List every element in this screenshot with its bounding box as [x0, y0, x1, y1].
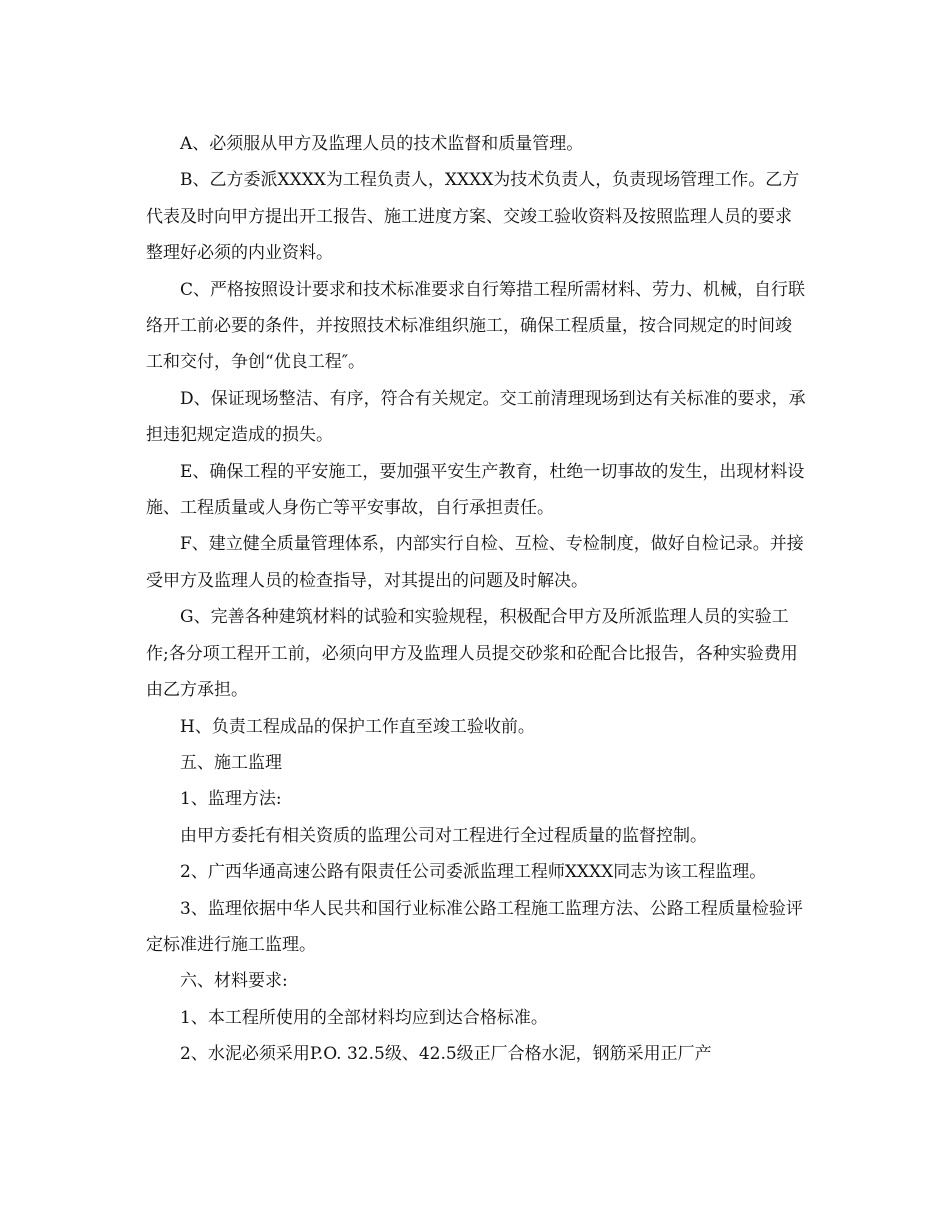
supervision-item-3: 3、监理依据中华人民共和国行业标准公路工程施工监理方法、公路工程质量检验评定标准进行施工监理。: [146, 898, 803, 955]
supervision-method-text: 由甲方委托有相关资质的监理公司对工程进行全过程质量的监督控制。: [180, 825, 707, 846]
section-heading-supervision: 五、施工监理: [180, 752, 282, 773]
section-heading-materials: 六、材料要求:: [180, 971, 288, 992]
clause-d: D、保证现场整洁、有序，符合有关规定。交工前清理现场到达有关标准的要求，承担违犯规定造成的损失。: [146, 388, 806, 446]
clause-b: B、乙方委派XXXX为工程负责人，XXXX为技术负责人，负责现场管理工作。乙方代表及时向甲方提出开工报告、施工进度方案、交竣工验收资料及按照监理人员的要求整理好必须的内业资料。: [146, 170, 800, 264]
clause-g: G、完善各种建筑材料的试验和实验规程，积极配合甲方及所派监理人员的实验工作;各分项工程开工前，必须向甲方及监理人员提交砂浆和砼配合比报告，各种实验费用由乙方承担。: [146, 607, 798, 701]
materials-item-1: 1、本工程所使用的全部材料均应到达合格标准。: [180, 1007, 548, 1028]
supervision-method-heading: 1、监理方法:: [180, 789, 282, 810]
materials-item-2: 2、水泥必须采用P.O. 32.5级、42.5级正厂合格水泥，钢筋采用正厂产: [180, 1044, 712, 1065]
clause-e: E、确保工程的平安施工，要加强平安生产教育，杜绝一切事故的发生，出现材料设施、工程质量或人身伤亡等平安事故，自行承担责任。: [146, 461, 805, 519]
clause-a: A、必须服从甲方及监理人员的技术监督和质量管理。: [180, 134, 584, 154]
clause-h: H、负责工程成品的保护工作直至竣工验收前。: [180, 716, 535, 737]
supervision-item-2: 2、广西华通高速公路有限责任公司委派监理工程师XXXX同志为该工程监理。: [180, 862, 767, 883]
clause-c: C、严格按照设计要求和技术标准要求自行筹措工程所需材料、劳力、机械，自行联络开工前必要的条件，并按照技术标准组织施工，确保工程质量，按合同规定的时间竣工和交付，争创“优良工程″。: [146, 279, 806, 373]
document-page: [146, 126, 806, 1073]
clause-f: F、建立健全质量管理体系，内部实行自检、互检、专检制度，做好自检记录。并接受甲方及监理人员的检查指导，对其提出的问题及时解决。: [146, 534, 804, 591]
